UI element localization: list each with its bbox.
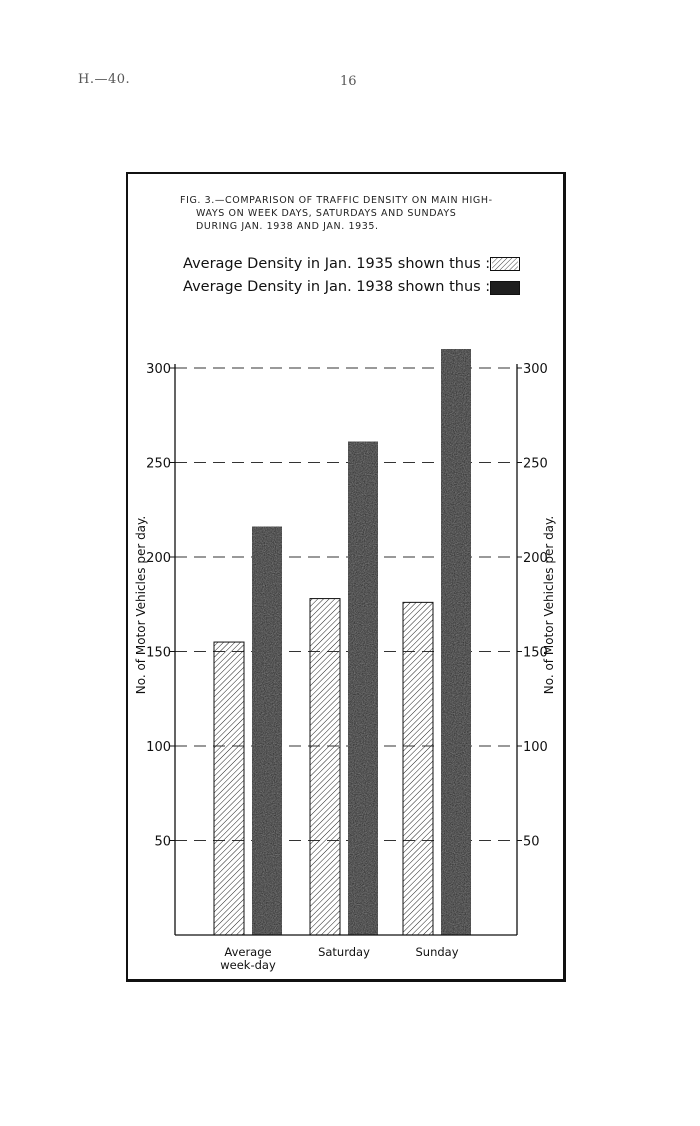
bar-1938 bbox=[348, 442, 378, 935]
y-tick-label-right: 50 bbox=[523, 834, 540, 850]
y-tick-label-right: 100 bbox=[523, 740, 548, 755]
y-tick-label-left: 150 bbox=[146, 645, 171, 661]
bar-1938 bbox=[252, 527, 282, 935]
bar-1935 bbox=[214, 642, 244, 935]
bar-1935 bbox=[403, 602, 433, 935]
y-tick-label-right: 300 bbox=[523, 362, 548, 377]
y-tick-label-left: 250 bbox=[146, 456, 171, 472]
figure-title-line-2: WAYS ON WEEK DAYS, SATURDAYS AND SUNDAYS bbox=[196, 208, 457, 219]
legend-label-1935: Average Density in Jan. 1935 shown thus : bbox=[183, 256, 491, 272]
y-tick-label-right: 200 bbox=[523, 551, 548, 566]
bar-1935 bbox=[310, 599, 340, 935]
page-number: 16 bbox=[340, 74, 357, 89]
y-tick-label-left: 100 bbox=[146, 740, 171, 755]
y-tick-label-right: 250 bbox=[523, 456, 548, 472]
y-tick-label-left: 300 bbox=[146, 362, 171, 377]
x-category-label: Saturday bbox=[318, 945, 370, 959]
y-tick-label-right: 150 bbox=[523, 645, 548, 661]
page-reference: H.—40. bbox=[78, 72, 131, 87]
bar-1938 bbox=[441, 349, 471, 935]
x-category-label: Sunday bbox=[415, 945, 459, 959]
y-axis-title-left: No. of Motor Vehicles per day. bbox=[134, 515, 148, 695]
y-tick-label-left: 50 bbox=[154, 834, 171, 850]
y-tick-label-left: 200 bbox=[146, 551, 171, 566]
legend-label-1938: Average Density in Jan. 1938 shown thus : bbox=[183, 279, 491, 295]
y-axis-title-right: No. of Motor Vehicles per day. bbox=[542, 515, 556, 695]
figure-title-line-3: DURING JAN. 1938 AND JAN. 1935. bbox=[196, 221, 379, 232]
figure-title-line-1: FIG. 3.—COMPARISON OF TRAFFIC DENSITY ON MAIN HIGH- bbox=[180, 195, 493, 206]
x-category-label: Average week-day bbox=[220, 945, 276, 972]
